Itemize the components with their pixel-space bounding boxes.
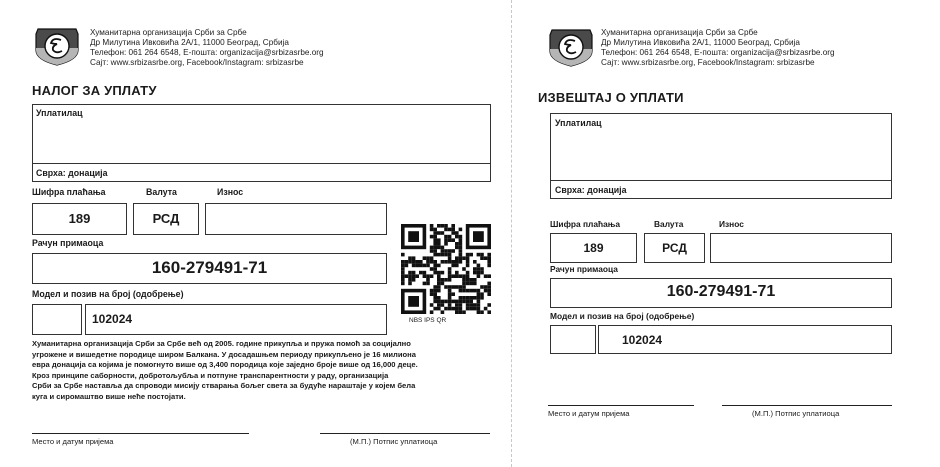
place-date-label: Место и датум пријема [32, 437, 114, 446]
currency-value: РСД [662, 241, 687, 255]
org-web: Сајт: www.srbizasrbe.org, Facebook/Instagram: srbizasrbe [90, 58, 304, 67]
organization-info [90, 28, 324, 68]
payment-order-title: НАЛОГ ЗА УПЛАТУ [32, 83, 157, 98]
org-contact: Телефон: 061 264 6548, E-пошта: organizacija@srbizasrbe.org [601, 48, 835, 57]
payment-code-label: Шифра плаћања [32, 187, 106, 197]
payment-code-value: 189 [583, 241, 604, 255]
amount-label: Износ [217, 187, 244, 197]
organization-logo [546, 27, 596, 67]
org-name: Хуманитарна организација Срби за Србе [601, 28, 758, 37]
org-web: Сајт: www.srbizasrbe.org, Facebook/Instagram: srbizasrbe [601, 58, 815, 67]
qr-code-label: NBS IPS QR [409, 317, 447, 324]
reference-value: 102024 [622, 333, 663, 347]
organization-info [601, 28, 835, 68]
organization-description [32, 339, 502, 403]
payer-label: Уплатилац [36, 108, 83, 118]
currency-label: Валута [654, 219, 684, 229]
qr-code-icon [401, 224, 491, 314]
org-address: Др Милутина Ивковића 2А/1, 11000 Београд, Србија [90, 38, 289, 47]
description-line: Хуманитарна организација Срби за Србе већ од 2005. године прикупља и пружа помоћ за социјално [32, 339, 411, 348]
purpose-separator [32, 163, 491, 164]
currency-value: РСД [152, 211, 180, 226]
description-line: Кроз принципе саборности, добротољубља и потпуне транспарентности у раду, организација [32, 370, 389, 380]
org-name: Хуманитарна организација Срби за Србе [90, 28, 247, 37]
signature-label: (М.П.) Потпис уплатиоца [752, 409, 840, 418]
place-date-line [548, 405, 694, 406]
description-line: куга и сиромаштво више неће постојати. [32, 391, 186, 401]
description-line: евра донација са којима је помогнуто више од 3,400 породица које заједно броје више од 16,000 деце. [32, 360, 418, 370]
description-line: Срби за Србе наставља да спроводи мисију стварања бољег света за будуће нараштаје у којем бела [32, 381, 416, 391]
recipient-account-label: Рачун примаоца [550, 264, 618, 274]
recipient-account-value: 160-279491-71 [151, 258, 268, 277]
payment-report-title: ИЗВЕШТАЈ О УПЛАТИ [538, 90, 684, 105]
payment-code-value: 189 [68, 211, 91, 226]
purpose-text: Сврха: донација [36, 168, 108, 178]
purpose-separator [550, 180, 892, 181]
reference-value: 102024 [92, 312, 133, 326]
payment-code-label: Шифра плаћања [550, 219, 621, 229]
payer-label: Уплатилац [555, 118, 602, 128]
purpose-text: Сврха: донација [555, 185, 627, 195]
signature-line [320, 433, 490, 434]
cut-line [511, 0, 512, 467]
model-field[interactable] [32, 304, 82, 335]
org-contact: Телефон: 061 264 6548, E-пошта: organizacija@srbizasrbe.org [90, 48, 324, 57]
model-field[interactable] [550, 325, 596, 354]
recipient-account-value: 160-279491-71 [666, 283, 776, 300]
place-date-label: Место и датум пријема [548, 409, 630, 418]
recipient-account-label: Рачун примаоца [32, 238, 104, 248]
amount-field[interactable] [205, 203, 387, 235]
organization-logo [32, 26, 82, 66]
model-reference-label: Модел и позив на број (одобрење) [550, 311, 695, 321]
signature-line [722, 405, 892, 406]
amount-label: Износ [719, 219, 744, 229]
place-date-line [32, 433, 249, 434]
signature-label: (М.П.) Потпис уплатиоца [350, 437, 438, 446]
currency-label: Валута [146, 187, 177, 197]
org-address: Др Милутина Ивковића 2А/1, 11000 Београд, Србија [601, 38, 800, 47]
description-line: угрожене и вишедетне породице широм Балкана. У досадашњем периоду прикупљено је 16 милиона [32, 349, 416, 359]
model-reference-label: Модел и позив на број (одобрење) [32, 289, 184, 299]
amount-field[interactable] [710, 233, 892, 263]
